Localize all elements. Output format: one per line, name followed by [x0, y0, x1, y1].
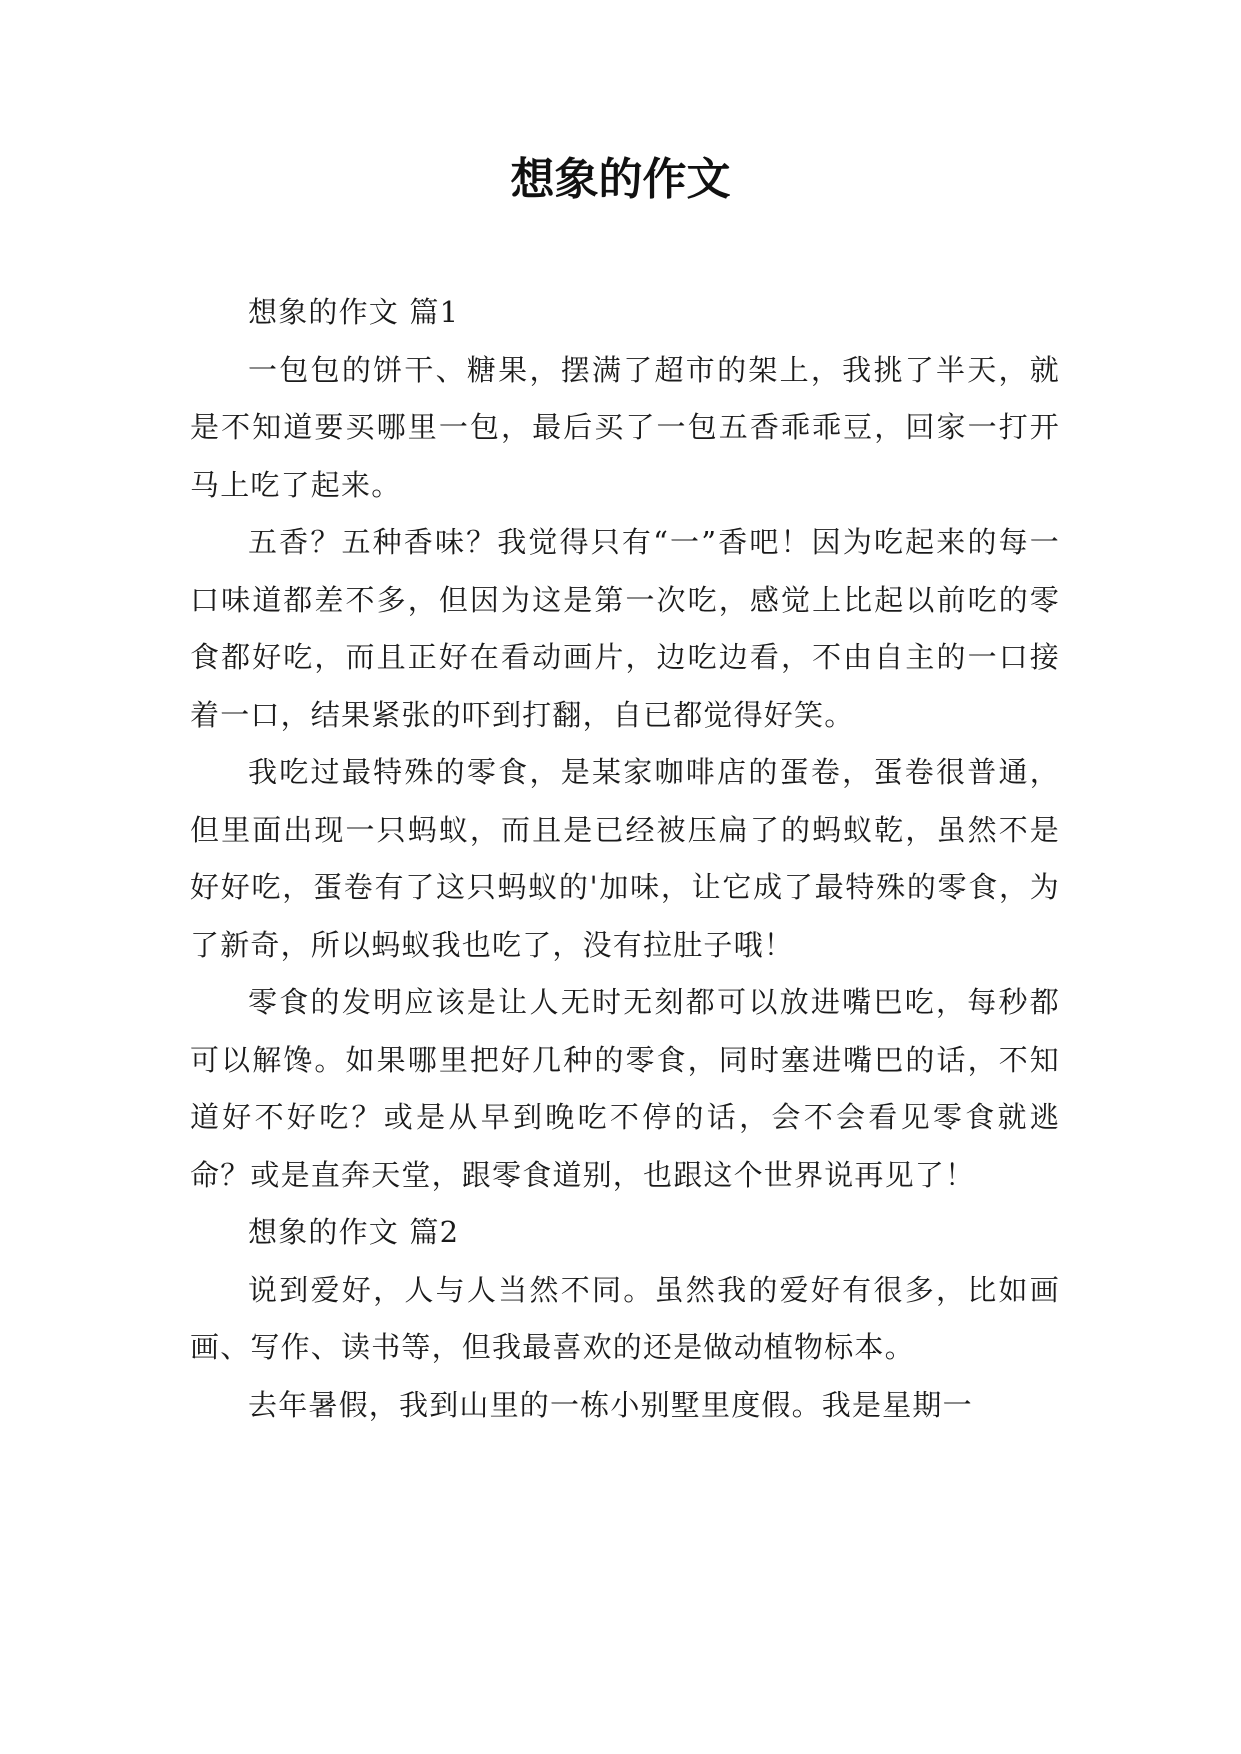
section-heading: 想象的作文 篇2: [248, 1215, 460, 1249]
document-title: 想象的作文: [510, 154, 731, 205]
paragraph: 一包包的饼干、糖果，摆满了超市的架上，我挑了半天，就是不知道要买哪里一包，最后买了一包五香乖乖豆，回家一打开马上吃了起来。: [190, 352, 1060, 502]
paragraph: 说到爱好，人与人当然不同。虽然我的爱好有很多，比如画画、写作、读书等，但我最喜欢的还是做动植物标本。: [190, 1272, 1060, 1364]
document-body: [190, 284, 1060, 1434]
paragraph: 零食的发明应该是让人无时无刻都可以放进嘴巴吃，每秒都可以解馋。如果哪里把好几种的零食，同时塞进嘴巴的话，不知道好不好吃？或是从早到晚吃不停的话，会不会看见零食就逃命？或是直奔天堂，跟零食道别，也跟这个世界说再见了！: [190, 985, 1060, 1192]
paragraph: 我吃过最特殊的零食，是某家咖啡店的蛋卷，蛋卷很普通，但里面出现一只蚂蚁，而且是已经被压扁了的蚂蚁乾，虽然不是好好吃，蛋卷有了这只蚂蚁的'加味，让它成了最特殊的零食，为了新奇，所以蚂蚁我也吃了，没有拉肚子哦！: [190, 755, 1060, 962]
section-heading: 想象的作文 篇1: [248, 295, 460, 329]
paragraph: 去年暑假，我到山里的一栋小别墅里度假。我是星期一: [248, 1387, 973, 1422]
paragraph: 五香？五种香味？我觉得只有“一”香吧！因为吃起来的每一口味道都差不多，但因为这是第一次吃，感觉上比起以前吃的零食都好吃，而且正好在看动画片，边吃边看，不由自主的一口接着一口，结果紧张的吓到打翻，自已都觉得好笑。: [190, 525, 1060, 732]
